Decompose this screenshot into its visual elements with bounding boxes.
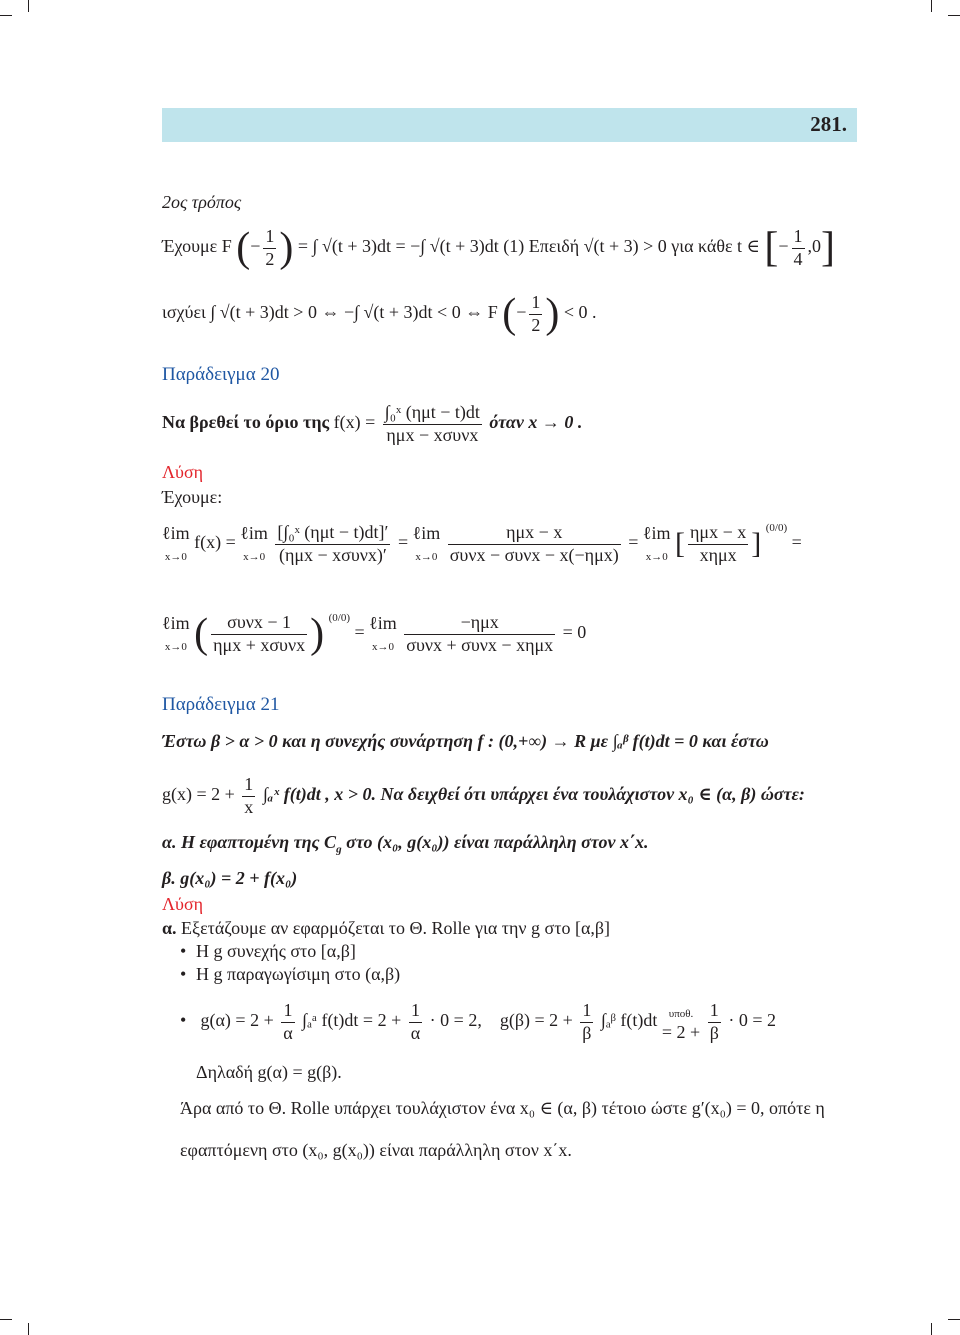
bracket: [ — [675, 527, 686, 561]
text: όταν x → 0 . — [489, 412, 583, 433]
text: ∫ₐˣ f(t)dt , x > 0. Να δειχθεί ότι υπάρχει ένα τουλάχιστον x₀ ∈ (α, β) ώστε: — [262, 784, 805, 805]
text: g(x) = 2 + — [162, 784, 235, 805]
conclusion-line-2: εφαπτόμενη στο (x₀, g(x₀)) είναι παράλληλη στον x΄x. — [180, 1140, 572, 1160]
example-20-title: Παράδειγμα 20 — [162, 364, 280, 385]
paren: ( — [502, 291, 517, 338]
text: Έχουμε F — [162, 236, 232, 257]
numerator: συνx − 1 — [211, 612, 307, 635]
denominator: xημx — [699, 544, 737, 565]
crop-mark — [0, 1319, 12, 1320]
paren: ( — [194, 611, 209, 658]
lim-sub: x→0 — [164, 551, 187, 564]
fraction — [688, 522, 748, 566]
bracket: [ — [764, 225, 779, 272]
method-line-2 — [162, 292, 597, 336]
paren: ) — [545, 291, 560, 338]
lim-sub: x→0 — [243, 551, 266, 564]
label: α. — [162, 918, 177, 938]
text: ∫ₐᵝ f(t)dt — [600, 1010, 658, 1031]
solution-label-21: Λύση — [162, 894, 204, 914]
bullet-icon: • — [180, 1010, 187, 1031]
limit-row-2 — [162, 612, 586, 656]
fraction — [409, 1000, 422, 1044]
text: g(α) = 2 + — [200, 1010, 274, 1031]
minus: − — [516, 302, 527, 323]
text: στο (x₀, g(x₀)) είναι παράλληλη στον x΄x. — [346, 832, 649, 852]
hyp-label: υποθ. — [668, 1008, 694, 1021]
text: ∫ₐᵃ f(t)dt = 2 + — [302, 1010, 402, 1031]
bullet-item — [180, 964, 400, 985]
bullet-icon: • — [180, 941, 187, 961]
lim-text: ℓim — [369, 613, 397, 634]
crop-mark — [948, 15, 960, 16]
bullet-text: Η g συνεχής στο [α,β] — [196, 941, 356, 961]
lim — [240, 523, 268, 565]
hyp — [662, 1001, 700, 1043]
g-values-line — [180, 1000, 776, 1044]
fraction — [242, 774, 255, 818]
numerator: 1 — [529, 292, 542, 315]
text: f(x) = — [194, 532, 236, 553]
fraction — [404, 612, 555, 656]
numerator: 1 — [242, 774, 255, 797]
bullet-item — [180, 941, 356, 962]
numerator: 1 — [792, 226, 805, 249]
lim-text: ℓim — [162, 613, 190, 634]
equals: = — [628, 532, 639, 553]
numerator: −ημx — [404, 612, 555, 635]
denominator: β — [709, 1022, 719, 1043]
numerator: 1 — [281, 1000, 294, 1023]
denominator: 2 — [531, 314, 541, 335]
text: g(β) = 2 + — [499, 1010, 573, 1031]
denominator: α — [410, 1022, 421, 1043]
text: ,0 — [807, 236, 822, 257]
lim-text: ℓim — [642, 523, 671, 544]
minus: − — [778, 236, 789, 257]
fraction — [529, 292, 542, 336]
page-number: 281. — [810, 112, 847, 136]
result: = 0 — [562, 622, 587, 643]
lim-sub: x→0 — [415, 551, 438, 564]
denominator: συνx − συνx − x(−ημx) — [449, 544, 619, 565]
example-21-line-1: Έστω β > α > 0 και η συνεχής συνάρτηση f : (0,+∞) → R με ∫ₐᵝ f(t)dt = 0 και έστω — [162, 731, 769, 751]
denominator: συνx + συνx − xημx — [406, 634, 554, 655]
text: = ∫ — [297, 236, 318, 257]
lim-text: ℓim — [240, 523, 268, 544]
crop-mark — [948, 1319, 960, 1320]
part-b: β. g(x₀) = 2 + f(x₀) — [162, 868, 298, 888]
denominator: x — [244, 796, 254, 817]
numerator: 1 — [263, 226, 276, 249]
text: · 0 = 2, — [429, 1010, 482, 1031]
example-21-line-2 — [162, 774, 805, 818]
crop-mark — [931, 0, 932, 12]
crop-mark — [0, 15, 12, 16]
text: √(t + 3)dt (1) Επειδή √(t + 3) > 0 για κάθε t ∈ — [429, 236, 760, 257]
denominator: ημx + xσυνx — [213, 634, 306, 655]
page-header — [162, 108, 857, 142]
text: α. Η εφαπτομένη της C — [162, 832, 337, 852]
lim — [643, 523, 671, 565]
fraction — [792, 226, 805, 270]
text: = 2 + — [661, 1022, 701, 1043]
limit-row-1 — [162, 522, 802, 566]
denominator: 4 — [793, 248, 803, 269]
lim-text: ℓim — [162, 523, 190, 544]
example-20-statement — [162, 402, 582, 446]
denominator: β — [582, 1022, 592, 1043]
denominator: (ημx − xσυνx)′ — [278, 544, 387, 565]
text: Εξετάζουμε αν εφαρμόζεται το Θ. Rolle για την g στο [α,β] — [181, 918, 611, 938]
lim — [162, 613, 190, 655]
example-21-title: Παράδειγμα 21 — [162, 694, 280, 715]
fraction — [211, 612, 307, 656]
lim — [413, 523, 441, 565]
fraction — [448, 522, 621, 566]
lim — [369, 613, 397, 655]
lim — [162, 523, 190, 565]
part-a — [162, 832, 649, 856]
denominator: α — [283, 1022, 293, 1043]
denominator: ημx − xσυνx — [386, 424, 479, 445]
numerator: [∫₀ˣ (ημt − t)dt]′ — [275, 522, 390, 545]
equals: = — [397, 532, 409, 553]
namely-line: Δηλαδή g(α) = g(β). — [196, 1062, 342, 1082]
lim-text: ℓim — [412, 523, 441, 544]
solution-label: Λύση — [162, 462, 204, 482]
we-have: Έχουμε: — [162, 487, 223, 507]
numerator: 1 — [708, 1000, 721, 1023]
text: · 0 = 2 — [728, 1010, 777, 1031]
crop-mark — [931, 1323, 932, 1335]
crop-mark — [28, 0, 29, 12]
bracket: ] — [821, 225, 836, 272]
method-title: 2ος τρόπος — [162, 192, 242, 212]
numerator: ημx − x — [688, 522, 748, 545]
indeterminate: (0/0) — [765, 522, 788, 534]
equals: = — [354, 622, 365, 643]
crop-mark — [28, 1323, 29, 1335]
numerator: 1 — [580, 1000, 593, 1023]
fraction — [580, 1000, 593, 1044]
indeterminate: (0/0) — [328, 612, 350, 624]
lim-sub: x→0 — [164, 641, 187, 654]
bracket: ] — [751, 527, 762, 561]
subscript: g — [336, 843, 342, 856]
method-line-1 — [162, 226, 835, 270]
bullet-icon: • — [180, 964, 187, 984]
lim-sub: x→0 — [645, 551, 668, 564]
f-def: f(x) = — [333, 412, 376, 433]
equals: = — [791, 532, 802, 553]
text: ισχύει ∫ √(t + 3)dt > 0 ⇔ −∫ √(t + 3)dt < 0 ⇔ F — [162, 302, 498, 323]
fraction — [263, 226, 276, 270]
fraction — [383, 402, 482, 446]
conclusion-line-1: Άρα από το Θ. Rolle υπάρχει τουλάχιστον ένα x₀ ∈ (α, β) τέτοιο ώστε g′(x₀) = 0, οπότε η — [180, 1098, 825, 1118]
bullet-text: Η g παραγωγίσιμη στο (α,β) — [196, 964, 401, 984]
minus: − — [250, 236, 261, 257]
lim-sub: x→0 — [371, 641, 394, 654]
paren: ( — [236, 225, 251, 272]
fraction — [708, 1000, 721, 1044]
fraction — [275, 522, 390, 566]
numerator: 1 — [409, 1000, 422, 1023]
text: < 0 . — [563, 302, 597, 323]
fraction — [281, 1000, 294, 1044]
text: Να βρεθεί το όριο της — [162, 412, 330, 433]
text: √(t + 3)dt = −∫ — [321, 236, 426, 257]
numerator: ημx − x — [448, 522, 621, 545]
numerator: ∫₀ˣ (ημt − t)dt — [383, 402, 482, 425]
denominator: 2 — [265, 248, 275, 269]
paren: ) — [279, 225, 294, 272]
solution-a — [162, 918, 610, 939]
paren: ) — [310, 611, 325, 658]
